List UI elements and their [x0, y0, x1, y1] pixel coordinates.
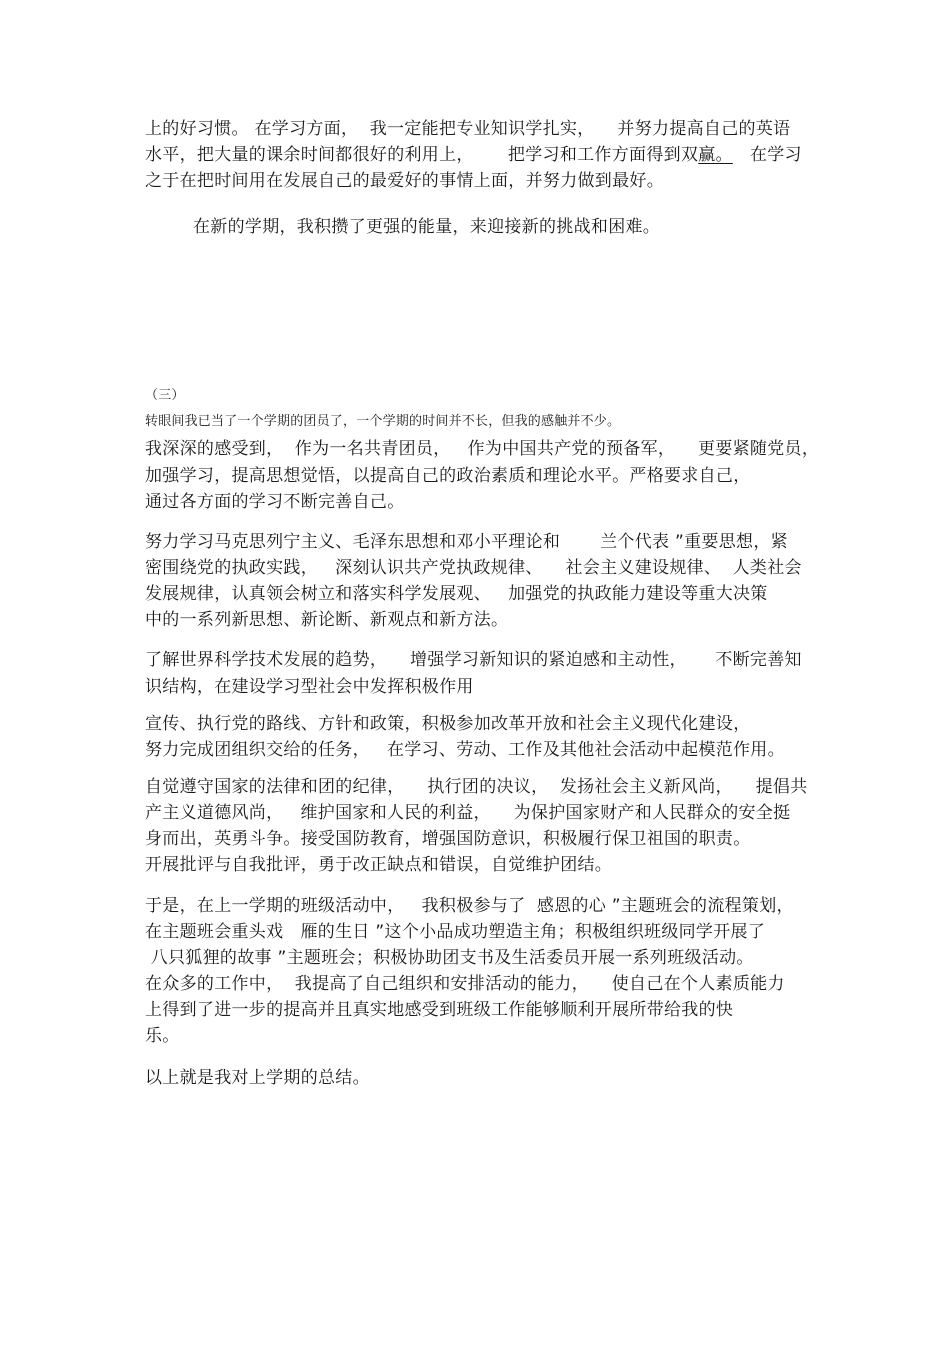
para-5-line-4: 开展批评与自我批评，勇于改正缺点和错误，自觉维护团结。 — [145, 855, 613, 875]
para-5-line-1: 自觉遵守国家的法律和团的纪律， 执行团的决议， 发扬社会主义新风尚， 提倡共 — [145, 777, 808, 797]
para-6-line-2: 在主题班会重头戏 雁的生日 ”这个小品成功塑造主角；积极组织班级同学开展了 — [145, 922, 766, 942]
para-6-line-5: 上得到了进一步的提高并且真实地感受到班级工作能够顺利开展所带给我的快 — [145, 1000, 734, 1020]
para-3-line-1: 了解世界科学技术发展的趋势， 增强学习新知识的紧迫感和主动性， 不断完善知 — [145, 650, 802, 670]
para-4-line-2: 努力完成团组织交给的任务， 在学习、劳动、工作及其他社会活动中起模范作用。 — [145, 740, 785, 760]
para-6-line-6: 乐。 — [145, 1026, 180, 1046]
para-6-line-3: 八只狐狸的故事 ”主题班会；积极协助团支书及生活委员开展一系列班级活动。 — [145, 948, 754, 968]
para-2-line-1: 努力学习马克思列宁主义、毛泽东思想和邓小平理论和 兰个代表 ”重要思想，紧 — [145, 532, 788, 552]
paragraph-1-line-2 — [145, 143, 802, 167]
section-intro: 转眼间我已当了一个学期的团员了，一个学期的时间并不长，但我的感触并不少。 — [145, 414, 621, 429]
para-5-line-2: 产主义道德风尚， 维护国家和人民的利益， 为保护国家财产和人民群众的安全挺 — [145, 803, 791, 823]
para-1-line-1: 我深深的感受到， 作为一名共青团员， 作为中国共产党的预备军， 更要紧随党员， — [145, 439, 820, 459]
para-4-line-1: 宣传、执行党的路线、方针和政策，积极参加改革开放和社会主义现代化建设， — [145, 714, 751, 734]
para-6-line-4: 在众多的工作中， 我提高了自己组织和安排活动的能力， 使自己在个人素质能力 — [145, 974, 785, 994]
underlined-word: 赢。 — [698, 145, 733, 165]
paragraph-1-line-1: 上的好习惯。 在学习方面， 我一定能把专业知识学扎实， 并努力提高自己的英语 — [145, 119, 791, 139]
paragraph-1-line-2-text-a: 水平，把大量的课余时间都很好的利用上， 把学习和工作方面得到双 — [145, 145, 699, 165]
para-6-line-1: 于是，在上一学期的班级活动中， 我积极参与了 感恩的心 ”主题班会的流程策划， — [145, 896, 794, 916]
para-5-line-3: 身而出，英勇斗争。接受国防教育，增强国防意识，积极履行保卫祖国的职责。 — [145, 829, 751, 849]
para-1-line-2: 加强学习，提高思想觉悟，以提高自己的政治素质和理论水平。严格要求自己， — [145, 466, 751, 486]
paragraph-1-line-3: 之于在把时间用在发展自己的最爱好的事情上面，并努力做到最好。 — [145, 171, 664, 191]
para-2-line-4: 中的一系列新思想、新论断、新观点和新方法。 — [145, 610, 509, 630]
section-heading: （三） — [145, 388, 185, 403]
paragraph-2-line-1: 在新的学期，我积攒了更强的能量，来迎接新的挑战和困难。 — [193, 217, 661, 237]
para-2-line-3: 发展规律，认真领会树立和落实科学发展观、 加强党的执政能力建设等重大决策 — [145, 584, 768, 604]
para-3-line-2: 识结构，在建设学习型社会中发挥积极作用 — [145, 677, 474, 697]
para-1-line-3: 通过各方面的学习不断完善自己。 — [145, 492, 405, 512]
para-7-line-1: 以上就是我对上学期的总结。 — [145, 1068, 370, 1088]
paragraph-1-line-2-text-b: 在学习 — [732, 145, 802, 165]
para-2-line-2: 密围绕党的执政实践， 深刻认识共产党执政规律、 社会主义建设规律、 人类社会 — [145, 558, 802, 578]
